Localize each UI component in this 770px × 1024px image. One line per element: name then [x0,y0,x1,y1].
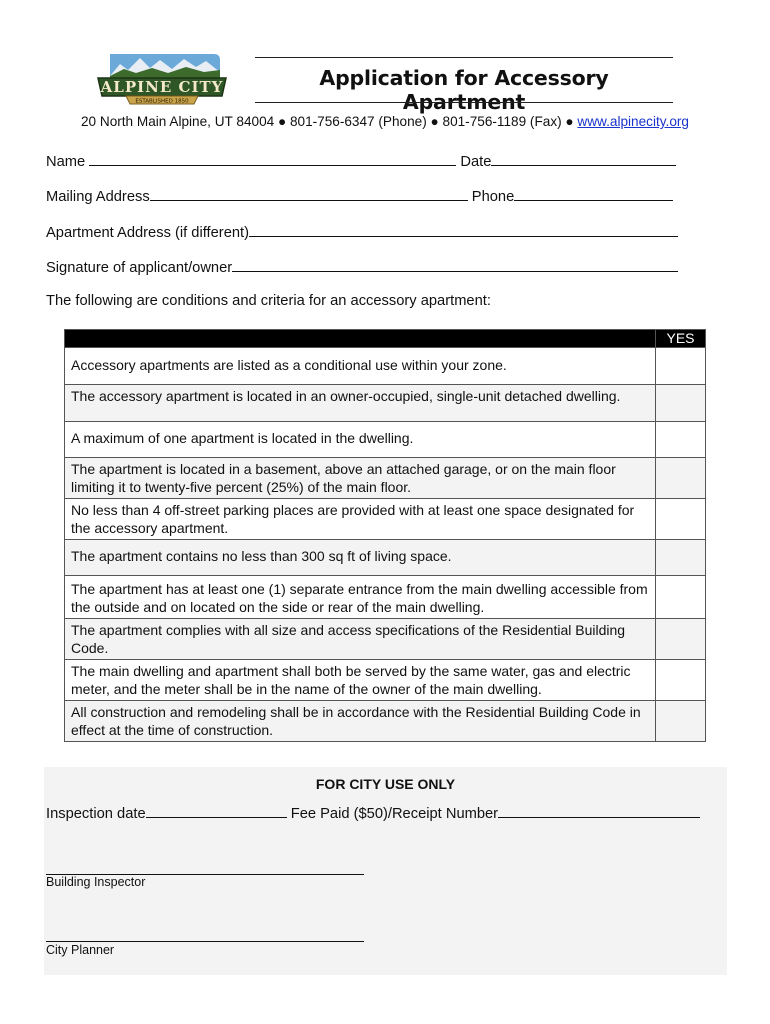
mailing-address-field[interactable] [150,187,468,201]
phone-label: Phone [471,189,515,205]
receipt-number-field[interactable] [498,804,700,818]
table-row [65,348,706,385]
yes-checkbox-cell[interactable] [656,499,706,540]
date-field[interactable] [491,152,676,166]
city-planner-label: City Planner [46,943,115,957]
table-row [65,576,706,619]
table-row [65,540,706,576]
yes-checkbox-cell[interactable] [656,540,706,576]
yes-checkbox-cell[interactable] [656,701,706,742]
criterion-text: The apartment contains no less than 300 sq ft of living space. [65,540,656,576]
yes-column-header: YES [656,330,706,348]
contact-info [0,114,770,129]
yes-checkbox-cell[interactable] [656,385,706,422]
contact-address: 20 North Main Alpine, UT 84004 ● 801-756-6347 (Phone) ● 801-756-1189 (Fax) ● [80,114,578,129]
city-planner-signature-line[interactable] [46,941,364,942]
apartment-address-row [46,223,678,241]
criterion-text: The apartment complies with all size and access specifications of the Residential Building Code. [65,619,656,660]
website-link[interactable]: www.alpinecity.org [577,114,689,129]
criterion-text: The accessory apartment is located in an owner-occupied, single-unit detached dwelling. [65,385,656,422]
table-row [65,701,706,742]
table-row [65,458,706,499]
city-use-section [44,767,727,975]
criterion-text: The main dwelling and apartment shall both be served by the same water, gas and electric meter, and the meter shall be in the name of the owner of the main dwelling. [65,660,656,701]
name-field[interactable] [89,152,456,166]
mailing-phone-row [46,187,673,205]
apartment-address-label: Apartment Address (if different) [46,225,249,241]
criterion-text: Accessory apartments are listed as a conditional use within your zone. [65,348,656,385]
inspection-date-label: Inspection date [46,806,146,822]
title-rule-top [255,57,673,58]
date-label: Date [460,154,492,170]
table-row [65,660,706,701]
svg-text:ALPINE CITY: ALPINE CITY [100,78,224,96]
criteria-header-blank [65,330,656,348]
table-row [65,422,706,458]
mailing-address-label: Mailing Address [46,189,150,205]
signature-field[interactable] [232,258,678,272]
table-row [65,619,706,660]
table-row [65,385,706,422]
yes-checkbox-cell[interactable] [656,660,706,701]
fee-paid-label: Fee Paid ($50)/Receipt Number [290,806,499,822]
table-row [65,499,706,540]
criterion-text: The apartment has at least one (1) separate entrance from the main dwelling accessible from the outside and on located on the side or rear of the main dwelling. [65,576,656,619]
yes-checkbox-cell[interactable] [656,619,706,660]
criterion-text: A maximum of one apartment is located in the dwelling. [65,422,656,458]
criteria-table [64,329,706,742]
alpine-city-logo [96,50,228,106]
name-date-row [46,152,676,170]
criterion-text: The apartment is located in a basement, above an attached garage, or on the main floor limiting it to twenty-five percent (25%) of the main floor. [65,458,656,499]
criteria-intro: The following are conditions and criteria for an accessory apartment: [46,293,491,309]
yes-checkbox-cell[interactable] [656,576,706,619]
inspection-date-field[interactable] [146,804,287,818]
yes-checkbox-cell[interactable] [656,422,706,458]
signature-label: Signature of applicant/owner [46,260,233,276]
criterion-text: All construction and remodeling shall be in accordance with the Residential Building Code in effect at the time of construction. [65,701,656,742]
phone-field[interactable] [514,187,673,201]
title-rule-bottom [255,102,673,103]
yes-checkbox-cell[interactable] [656,348,706,385]
city-use-title: FOR CITY USE ONLY [315,776,456,792]
criterion-text: No less than 4 off-street parking places are provided with at least one space designated for the accessory apartment. [65,499,656,540]
yes-checkbox-cell[interactable] [656,458,706,499]
apartment-address-field[interactable] [249,223,678,237]
svg-text:ESTABLISHED 1850: ESTABLISHED 1850 [135,98,189,105]
building-inspector-label: Building Inspector [46,875,146,889]
criteria-table-header [65,330,706,348]
page-title: Application for Accessory Apartment [319,66,609,114]
inspection-fee-row [46,804,700,822]
name-label: Name [46,154,86,170]
signature-row [46,258,678,276]
